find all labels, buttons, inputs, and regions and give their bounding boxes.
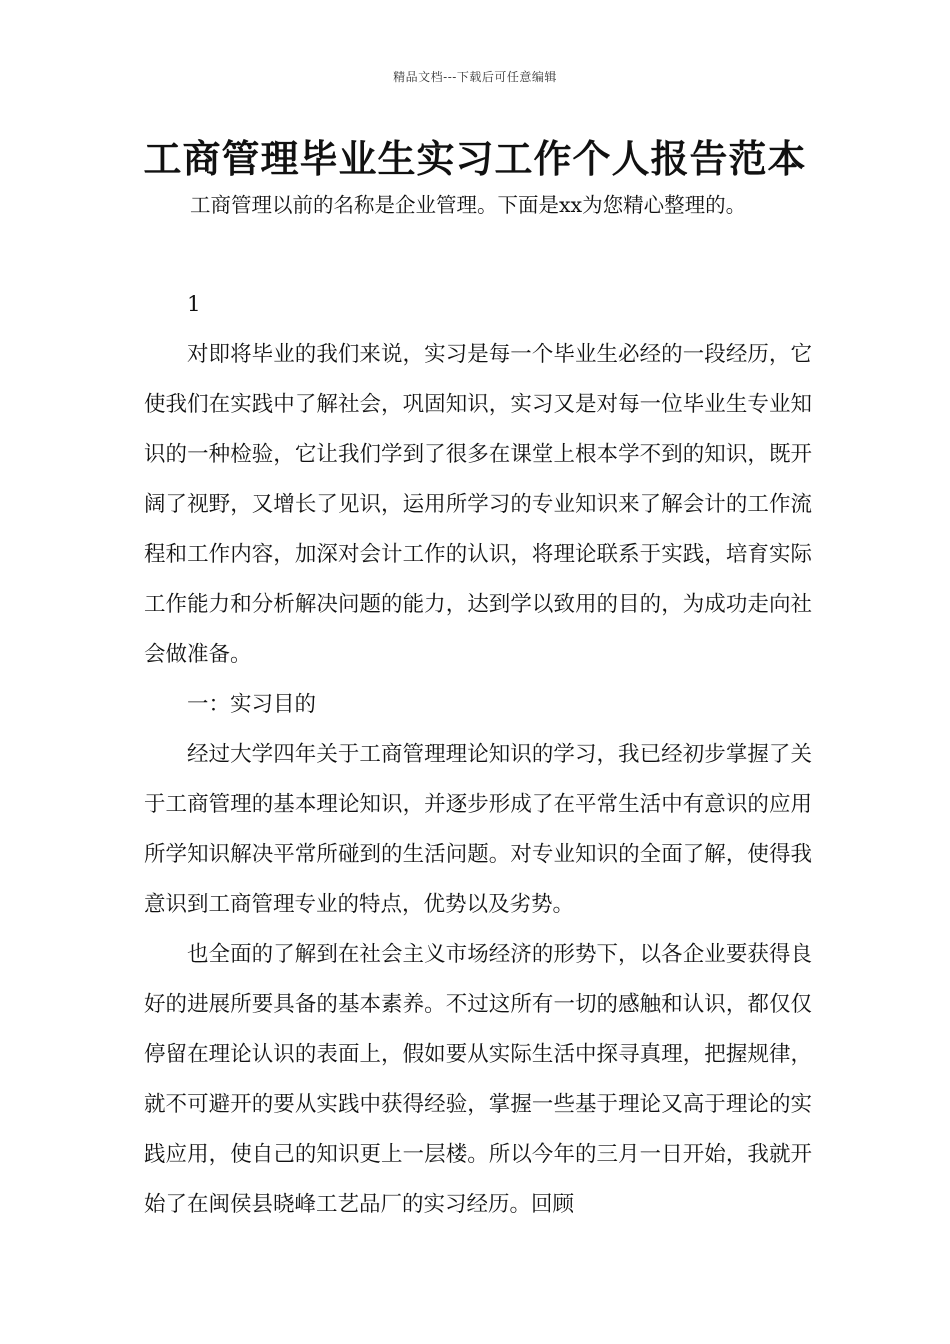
section-number: 1 bbox=[187, 292, 201, 317]
document-subtitle: 工商管理以前的名称是企业管理。下面是xx为您精心整理的。 bbox=[190, 193, 747, 217]
section-heading: 一：实习目的 bbox=[187, 692, 317, 717]
document-title: 工商管理毕业生实习工作个人报告范本 bbox=[143, 136, 807, 181]
paragraph-practice: 也全面的了解到在社会主义市场经济的形势下，以各企业要获得良好的进展所要具备的基本素养。不过这所有一切的感触和认识，都仅仅停留在理论认识的表面上，假如要从实际生活中探寻真理，把握规律，就不可避开的要从实践中获得经验，掌握一些基于理论又高于理论的实践应用，使自己的知识更上一层楼。所以今年的三月一日开始，我就开始了在闽侯县晓峰工艺品厂的实习经历。回顾 bbox=[144, 942, 812, 1217]
paragraph-study: 经过大学四年关于工商管理理论知识的学习，我已经初步掌握了关于工商管理的基本理论知识，并逐步形成了在平常生活中有意识的应用所学知识解决平常所碰到的生活问题。对专业知识的全面了解，使得我意识到工商管理专业的特点，优势以及劣势。 bbox=[144, 742, 812, 917]
document-body bbox=[144, 280, 812, 1230]
header-note: 精品文档---下载后可任意编辑 bbox=[393, 70, 557, 84]
paragraph-intro: 对即将毕业的我们来说，实习是每一个毕业生必经的一段经历，它使我们在实践中了解社会，巩固知识，实习又是对每一位毕业生专业知识的一种检验，它让我们学到了很多在课堂上根本学不到的知识，既开阔了视野，又增长了见识，运用所学习的专业知识来了解会计的工作流程和工作内容，加深对会计工作的认识，将理论联系于实践，培育实际工作能力和分析解决问题的能力，达到学以致用的目的，为成功走向社会做准备。 bbox=[144, 342, 812, 667]
